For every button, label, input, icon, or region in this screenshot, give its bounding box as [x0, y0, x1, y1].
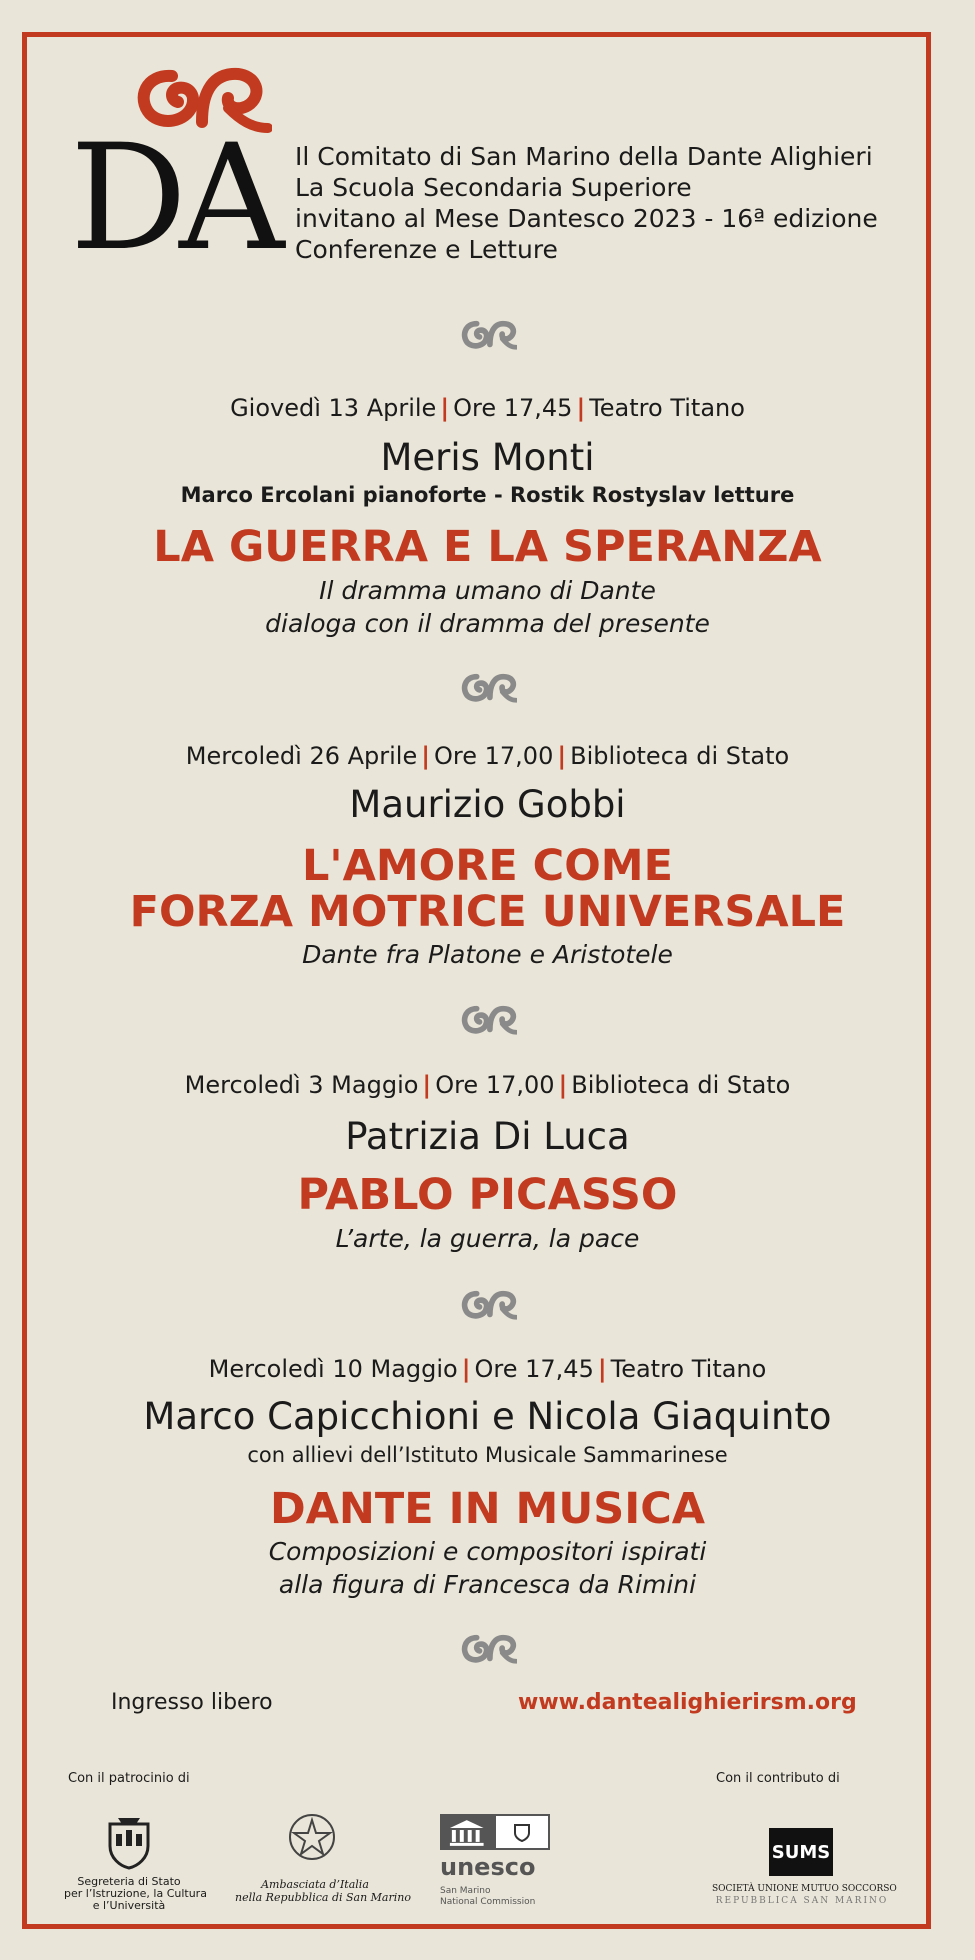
event-day: Mercoledì 10 Maggio	[208, 1355, 458, 1383]
event-place: Teatro Titano	[589, 394, 745, 422]
sums-text	[712, 1883, 897, 1907]
header-line: Conferenze e Letture	[295, 235, 558, 264]
event-title: PABLO PICASSO	[297, 1170, 678, 1220]
italian-emblem-icon	[283, 1808, 341, 1866]
sums-logo-text: SUMS	[771, 1841, 831, 1863]
header-line: Il Comitato di San Marino della Dante Alighieri	[295, 142, 873, 171]
event-title: FORZA MOTRICE UNIVERSALE	[129, 887, 846, 937]
event-place: Teatro Titano	[610, 1355, 767, 1383]
contribution-label: Con il contributo di	[716, 1771, 840, 1786]
unesco-logo	[440, 1814, 550, 1850]
event-description: Dante fra Platone e Aristotele	[302, 940, 673, 969]
segreteria-text	[64, 1875, 207, 1912]
event-time: Ore 17,45	[453, 394, 573, 422]
event-description: Il dramma umano di Dante	[319, 576, 656, 605]
event-description: Composizioni e compositori ispirati	[268, 1537, 707, 1566]
logo-da-letters: DA	[70, 113, 277, 283]
website-link[interactable]: www.dantealighierirsm.org	[518, 1690, 857, 1715]
event-day: Mercoledì 26 Aprile	[185, 742, 418, 770]
unesco-sub-line: National Commission	[440, 1897, 536, 1907]
sums-logo	[769, 1828, 833, 1876]
event-title: L'AMORE COME	[302, 841, 673, 891]
event-date-line: Giovedì 13 Aprile | Ore 17,45 | Teatro Titano	[230, 394, 745, 422]
segreteria-line: e l’Università	[92, 1899, 166, 1912]
event-description: L’arte, la guerra, la pace	[335, 1224, 640, 1253]
event-speaker: Marco Capicchioni e Nicola Giaquinto	[143, 1395, 832, 1438]
ambasciata-line: Ambasciata d’Italia	[261, 1878, 369, 1891]
event-time: Ore 17,00	[434, 742, 554, 770]
event-day: Mercoledì 3 Maggio	[184, 1071, 419, 1099]
header-text	[295, 141, 878, 265]
event-time: Ore 17,00	[435, 1071, 555, 1099]
event-date-line: Mercoledì 10 Maggio | Ore 17,45 | Teatro Titano	[208, 1355, 767, 1383]
ornament-icon	[0, 1288, 975, 1326]
event-day: Giovedì 13 Aprile	[230, 394, 437, 422]
ornament-icon	[0, 671, 975, 709]
ornament-icon	[0, 1003, 975, 1041]
event-date-line: Mercoledì 3 Maggio | Ore 17,00 | Biblioteca di Stato	[184, 1071, 791, 1099]
san-marino-crest-icon	[102, 1812, 156, 1870]
ambasciata-line: nella Repubblica di San Marino	[235, 1891, 411, 1904]
event-date-line: Mercoledì 26 Aprile | Ore 17,00 | Biblioteca di Stato	[185, 742, 790, 770]
sums-line: SOCIETÀ UNIONE MUTUO SOCCORSO	[712, 1884, 897, 1894]
header-line: invitano al Mese Dantesco 2023 - 16ª edizione	[295, 204, 878, 233]
event-place: Biblioteca di Stato	[571, 1071, 791, 1099]
ambasciata-text	[235, 1878, 411, 1904]
event-performers: con allievi dell’Istituto Musicale Sammarinese	[247, 1443, 728, 1467]
unesco-wordmark: unesco	[440, 1853, 536, 1881]
event-performers: Marco Ercolani pianoforte - Rostik Rostyslav letture	[180, 483, 795, 507]
event-speaker: Maurizio Gobbi	[349, 783, 626, 826]
segreteria-line: per l’Istruzione, la Cultura	[64, 1887, 207, 1900]
event-title: LA GUERRA E LA SPERANZA	[153, 522, 822, 572]
unesco-sub-line: San Marino	[440, 1886, 491, 1896]
ornament-icon	[0, 318, 975, 356]
segreteria-line: Segreteria di Stato	[77, 1875, 181, 1888]
event-speaker: Patrizia Di Luca	[345, 1115, 630, 1158]
patronage-label: Con il patrocinio di	[68, 1771, 190, 1786]
san-marino-crest-small-icon	[513, 1822, 531, 1842]
event-speaker: Meris Monti	[380, 436, 595, 479]
event-title: DANTE IN MUSICA	[269, 1484, 706, 1534]
free-entry-text: Ingresso libero	[111, 1690, 273, 1715]
event-description: alla figura di Francesca da Rimini	[278, 1570, 697, 1599]
event-place: Biblioteca di Stato	[570, 742, 790, 770]
ornament-icon	[0, 1632, 975, 1670]
event-description: dialoga con il dramma del presente	[265, 609, 710, 638]
header-line: La Scuola Secondaria Superiore	[295, 173, 692, 202]
event-time: Ore 17,45	[474, 1355, 594, 1383]
unesco-temple-icon	[440, 1814, 494, 1850]
sums-line: REPUBBLICA SAN MARINO	[715, 1896, 889, 1906]
unesco-subtext	[440, 1886, 535, 1908]
